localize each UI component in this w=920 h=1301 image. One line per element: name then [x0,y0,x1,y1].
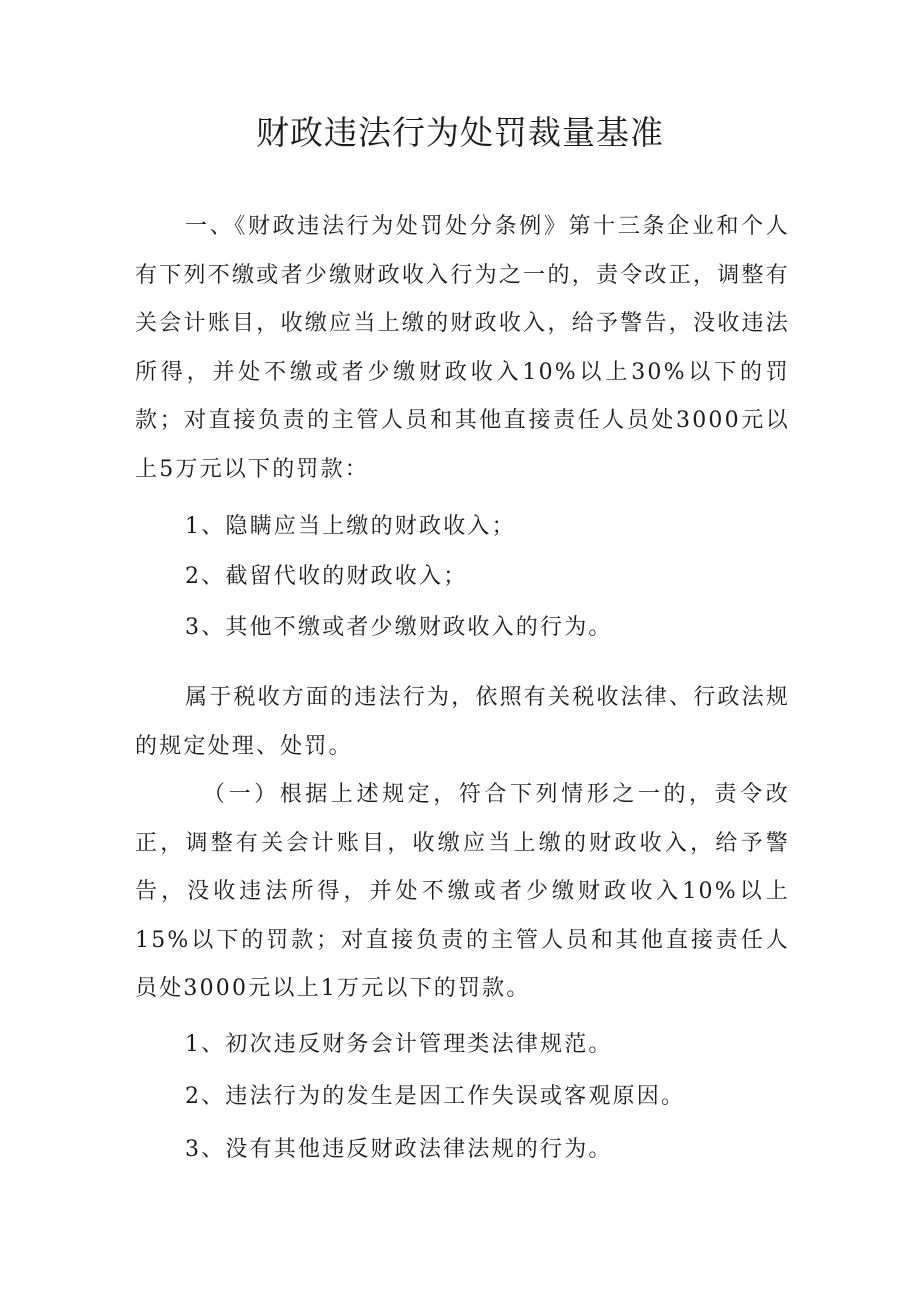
list-item: 3、没有其他违反财政法律法规的行为。 [185,1137,613,1162]
note-paragraph: 属于税收方面的违法行为，依照有关税收法律、行政法规的规定处理、处罚。 [135,685,791,759]
section-paragraph: （一）根据上述规定，符合下列情形之一的，责令改正，调整有关会计账目，收缴应当上缴的财政收入，给予警告，没收违法所得，并处不缴或者少缴财政收入10%以上15%以下的罚款；对直接负责的主管人员和其他直接责任人员处3000元以上1万元以下的罚款。 [135,782,790,1001]
list-item: 3、其他不缴或者少缴财政收入的行为。 [185,615,613,640]
article-paragraph: 一、《财政违法行为处罚处分条例》第十三条企业和个人有下列不缴或者少缴财政收入行为之一的，责令改正，调整有关会计账目，收缴应当上缴的财政收入，给予警告，没收违法所得，并处不缴或者少缴财政收入10%以上30%以下的罚款；对直接负责的主管人员和其他直接责任人员处3000元以上5万元以下的罚款： [135,214,790,482]
list-item: 1、隐瞒应当上缴的财政收入； [185,514,516,539]
document-title: 财政违法行为处罚裁量基准 [256,113,664,152]
list-item: 1、初次违反财务会计管理类法律规范。 [185,1032,613,1057]
list-item: 2、截留代收的财政收入； [185,564,468,589]
list-item: 2、违法行为的发生是因工作失误或客观原因。 [185,1084,686,1109]
